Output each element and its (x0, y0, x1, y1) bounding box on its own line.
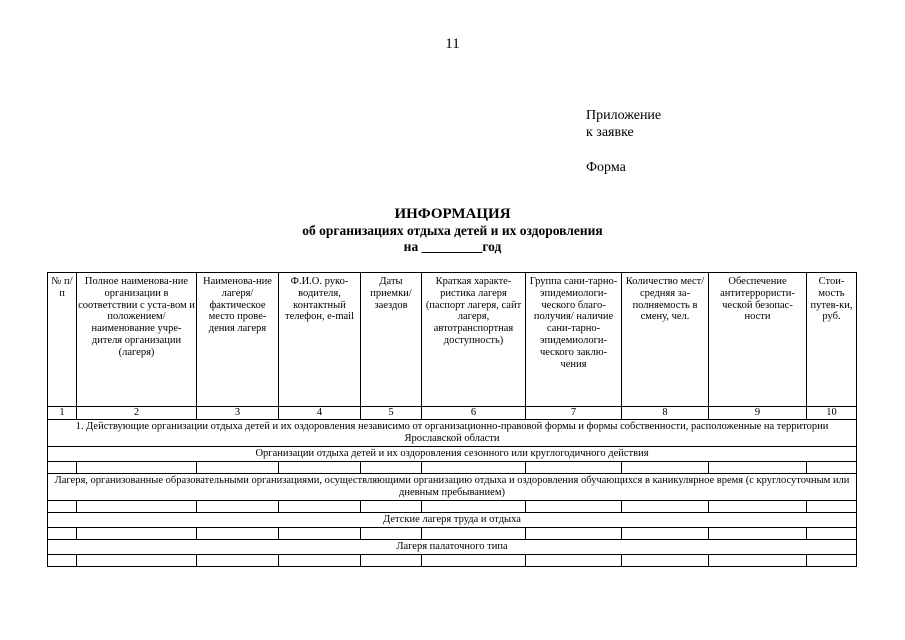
table-cell (622, 528, 709, 540)
table-cell (526, 462, 622, 474)
title-subtitle: об организациях отдыха детей и их оздоровления (302, 223, 603, 238)
title-main: ИНФОРМАЦИЯ (394, 206, 511, 222)
table-cell (197, 555, 279, 567)
header-cell-5: Даты приемки/ заездов (361, 273, 422, 407)
section-heading: Лагеря палаточного типа (48, 540, 857, 555)
table-cell (77, 555, 197, 567)
table-cell (48, 501, 77, 513)
table-cell (526, 528, 622, 540)
appendix-line-1: Приложение (586, 108, 662, 123)
table-cell (526, 555, 622, 567)
table-cell (77, 501, 197, 513)
organizations-table (47, 272, 857, 567)
appendix-line-2: к заявке (586, 125, 634, 140)
document-title (0, 205, 905, 255)
header-cell-1: № п/п (48, 273, 77, 407)
table-cell (709, 501, 807, 513)
table-row (48, 462, 857, 474)
column-number-row (48, 407, 857, 420)
table-cell (361, 555, 422, 567)
page-number: 11 (445, 36, 460, 52)
column-number-cell: 10 (807, 407, 857, 420)
column-number-cell: 6 (422, 407, 526, 420)
section-row-existing-organizations (48, 420, 857, 447)
column-number-cell: 7 (526, 407, 622, 420)
appendix-note (586, 107, 661, 176)
header-cell-4: Ф.И.О. руко-водителя, контактный телефон, e-mail (279, 273, 361, 407)
table-cell (807, 528, 857, 540)
column-number-cell: 3 (197, 407, 279, 420)
header-cell-7: Группа сани-тарно-эпидемиологи-ческого благо-получия/ наличие сани-тарно-эпидемиологи-ческого заклю-чения (526, 273, 622, 407)
table-cell (422, 555, 526, 567)
table-cell (279, 555, 361, 567)
table-cell (361, 462, 422, 474)
section-row-tent-camps (48, 540, 857, 555)
column-number-cell: 5 (361, 407, 422, 420)
section-heading: Детские лагеря труда и отдыха (48, 513, 857, 528)
section-heading: 1. Действующие организации отдыха детей и их оздоровления независимо от организационно-правовой формы и формы собственности, расположенные на территории Ярославской области (48, 420, 857, 447)
column-number-cell: 8 (622, 407, 709, 420)
table-cell (622, 501, 709, 513)
table-cell (422, 501, 526, 513)
title-year-line: на _________год (403, 239, 502, 254)
table-cell (807, 501, 857, 513)
header-cell-2: Полное наименова-ние организации в соответствии с уста-вом и положением/ наименование учре-дителя организации (лагеря) (77, 273, 197, 407)
section-row-seasonal (48, 447, 857, 462)
table-cell (622, 462, 709, 474)
table-cell (279, 462, 361, 474)
table-row (48, 528, 857, 540)
section-row-labor-camps (48, 513, 857, 528)
table-cell (622, 555, 709, 567)
table-cell (48, 528, 77, 540)
table-cell (197, 501, 279, 513)
table-cell (709, 462, 807, 474)
table-cell (77, 462, 197, 474)
table-cell (422, 462, 526, 474)
section-heading: Лагеря, организованные образовательными организациями, осуществляющими организацию отдыха и оздоровления обучающихся в каникулярное время (с круглосуточным или дневным пребыванием) (48, 474, 857, 501)
table-row (48, 555, 857, 567)
header-cell-9: Обеспечение антитеррористи-ческой безопас-ности (709, 273, 807, 407)
table-cell (48, 555, 77, 567)
table-cell (77, 528, 197, 540)
table-cell (526, 501, 622, 513)
table-cell (709, 555, 807, 567)
table-cell (279, 501, 361, 513)
header-row (48, 273, 857, 407)
header-cell-10: Стои-мость путев-ки, руб. (807, 273, 857, 407)
table-cell (361, 528, 422, 540)
table-cell (197, 528, 279, 540)
table-cell (197, 462, 279, 474)
header-cell-8: Количество мест/ средняя за-полняемость в смену, чел. (622, 273, 709, 407)
table-cell (422, 528, 526, 540)
table-cell (279, 528, 361, 540)
table-cell (807, 462, 857, 474)
table-cell (709, 528, 807, 540)
section-heading: Организации отдыха детей и их оздоровления сезонного или круглогодичного действия (48, 447, 857, 462)
header-cell-3: Наименова-ние лагеря/ фактическое место прове-дения лагеря (197, 273, 279, 407)
form-label: Форма (586, 160, 626, 175)
table-cell (807, 555, 857, 567)
column-number-cell: 1 (48, 407, 77, 420)
column-number-cell: 2 (77, 407, 197, 420)
column-number-cell: 9 (709, 407, 807, 420)
section-row-school-camps (48, 474, 857, 501)
table-cell (361, 501, 422, 513)
header-cell-6: Краткая характе-ристика лагеря (паспорт лагеря, сайт лагеря, автотранспортная доступность) (422, 273, 526, 407)
table-row (48, 501, 857, 513)
table-cell (48, 462, 77, 474)
column-number-cell: 4 (279, 407, 361, 420)
